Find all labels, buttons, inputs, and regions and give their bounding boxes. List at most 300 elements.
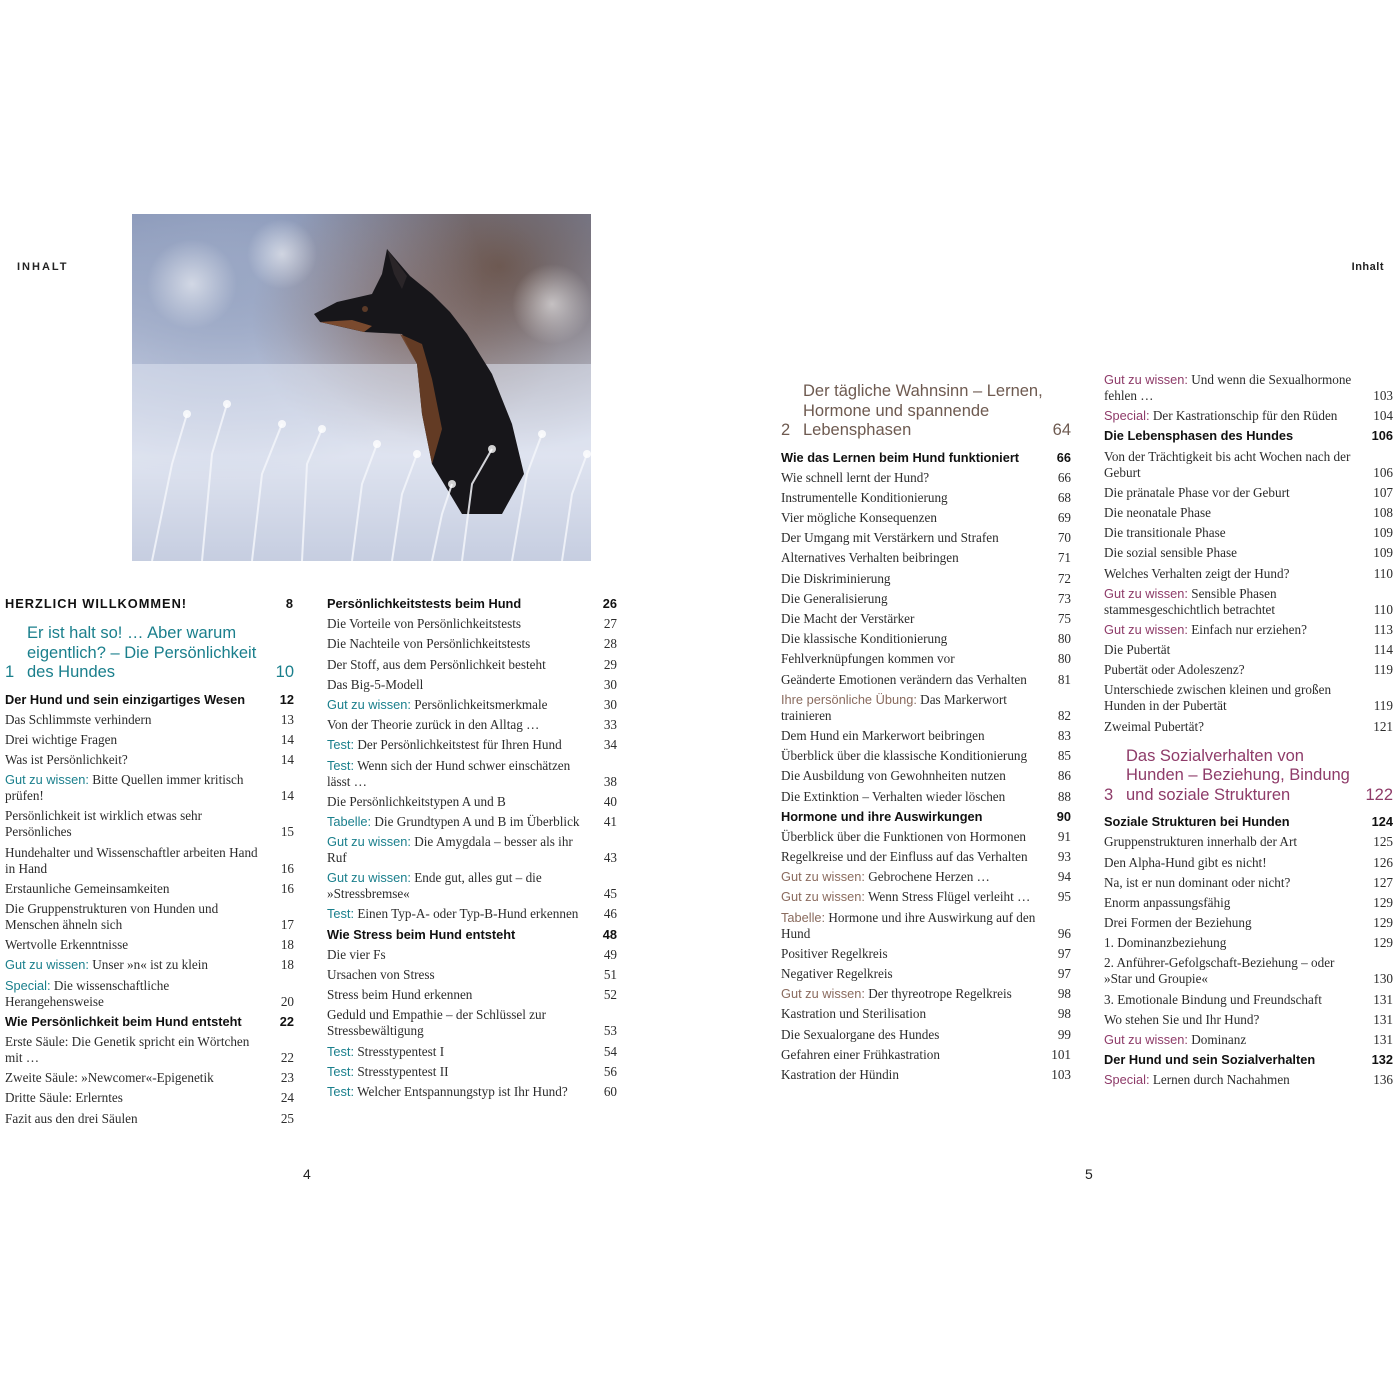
toc-entry-page: 30 [603, 696, 617, 712]
toc-entry-text: 1. Dominanzbeziehung [1104, 935, 1227, 951]
toc-entry-title [1104, 449, 1371, 481]
toc-entry-text: Persönlichkeit ist wirklich etwas sehr Persönliches [5, 808, 203, 840]
toc-entry [1104, 935, 1393, 951]
toc-entry-text: Negativer Regelkreis [781, 966, 893, 981]
toc-entry-title [1104, 505, 1371, 521]
toc-entry-page: 107 [1373, 484, 1393, 500]
toc-entry-label: Gut zu wissen: [5, 772, 89, 788]
toc-entry-page: 125 [1373, 834, 1393, 850]
toc-entry-text: 2. Anführer-Gefolgschaft-Beziehung – oder »Star und Groupie« [1104, 955, 1335, 987]
toc-entry-page: 56 [603, 1063, 617, 1079]
toc-entry-page: 104 [1373, 408, 1393, 424]
toc-entry-text: Soziale Strukturen bei Hunden [1104, 814, 1290, 830]
toc-entry [5, 937, 294, 953]
toc-entry-label: Gut zu wissen: [781, 889, 865, 905]
toc-entry-title [1104, 525, 1371, 541]
toc-entry-title [327, 1044, 595, 1060]
toc-entry-label: Ihre persönliche Übung: [781, 691, 917, 707]
toc-entry-title [327, 947, 595, 963]
toc-entry-title [781, 748, 1049, 764]
toc-entry-label: Tabelle: [781, 909, 826, 925]
toc-entry-text: Stresstypentest I [357, 1043, 445, 1059]
toc-entry-text: Von der Theorie zurück in den Alltag … [327, 717, 540, 733]
toc-entry [781, 1006, 1071, 1022]
toc-entry-text: Der thyreotrope Regelkreis [868, 986, 1012, 1002]
toc-entry-page: 82 [1057, 707, 1071, 723]
toc-entry-page: 53 [603, 1023, 617, 1039]
chapter-heading [5, 624, 294, 683]
toc-entry-text: Das Schlimmste verhindern [5, 711, 152, 727]
toc-entry-text: Dem Hund ein Markerwort beibringen [781, 727, 985, 743]
toc-entry-title [327, 677, 595, 693]
toc-entry-page: 80 [1057, 651, 1071, 667]
toc-entry-text: Die Ausbildung von Gewohnheiten nutzen [781, 768, 1006, 784]
toc-entry-page: 97 [1057, 966, 1071, 981]
toc-entry-page: 106 [1371, 428, 1393, 444]
toc-entry [1104, 505, 1393, 521]
toc-entry-title [781, 591, 1049, 607]
toc-entry-text: Fazit aus den drei Säulen [5, 1110, 138, 1126]
toc-entry-text: Das Big-5-Modell [327, 676, 424, 692]
toc-entry-text: Die vier Fs [327, 946, 386, 962]
toc-entry-text: Wo stehen Sie und Ihr Hund? [1104, 1011, 1260, 1027]
toc-entry [327, 794, 617, 810]
toc-entry-page: 136 [1373, 1072, 1393, 1088]
toc-entry-title [1104, 428, 1371, 444]
toc-entry [1104, 855, 1393, 871]
toc-entry-title [1104, 1012, 1371, 1028]
chapter-heading [781, 382, 1071, 441]
toc-entry-text: Die Macht der Verstärker [781, 611, 915, 626]
toc-entry-label: Gut zu wissen: [327, 870, 411, 886]
chapter-title: Das Sozialverhalten von Hunden – Beziehung, Bindung und soziale Strukturen [1126, 746, 1350, 804]
toc-entry-text: Dritte Säule: Erlerntes [5, 1090, 123, 1106]
toc-entry-title [781, 910, 1049, 942]
toc-entry [781, 1047, 1071, 1063]
toc-entry-title [327, 834, 595, 866]
toc-entry [1104, 586, 1393, 618]
toc-entry-page: 127 [1373, 874, 1393, 890]
toc-entry [781, 768, 1071, 784]
toc-entry-page: 72 [1057, 570, 1071, 586]
toc-entry-page: 95 [1057, 889, 1071, 905]
toc-entry [327, 1064, 617, 1080]
toc-entry-page: 114 [1373, 642, 1393, 658]
toc-entry-page: 71 [1057, 550, 1071, 566]
toc-entry [1104, 449, 1393, 481]
toc-entry-text: Der Stoff, aus dem Persönlichkeit besteht [327, 656, 546, 672]
toc-entry-page: 119 [1373, 662, 1393, 678]
toc-entry-title [327, 596, 595, 612]
toc-entry [327, 814, 617, 830]
toc-entry-title [1104, 642, 1371, 658]
toc-entry-text: Die Persönlichkeitstypen A und B [327, 793, 506, 809]
toc-entry-title [1104, 719, 1371, 735]
toc-entry [781, 966, 1071, 982]
toc-entry [327, 697, 617, 713]
toc-entry-text: Gruppenstrukturen innerhalb der Art [1104, 834, 1297, 850]
toc-entry-page: 83 [1057, 727, 1071, 743]
toc-entry [5, 1090, 294, 1106]
toc-entry-text: Kastration der Hündin [781, 1066, 899, 1082]
toc-entry-text: Die pränatale Phase vor der Geburt [1104, 484, 1290, 500]
toc-entry-label: Gut zu wissen: [781, 869, 865, 885]
toc-entry-text: Bitte Quellen immer kritisch prüfen! [5, 772, 244, 804]
toc-entry [781, 550, 1071, 566]
toc-entry-text: HERZLICH WILLKOMMEN! [5, 596, 188, 611]
toc-entry-page: 60 [603, 1083, 617, 1099]
toc-entry [1104, 955, 1393, 987]
toc-entry-text: Geduld und Empathie – der Schlüssel zur Stressbewältigung [327, 1007, 547, 1039]
toc-entry [781, 946, 1071, 962]
toc-entry [327, 947, 617, 963]
toc-entry-text: Positiver Regelkreis [781, 945, 888, 961]
toc-entry [1104, 895, 1393, 911]
toc-entry [1104, 642, 1393, 658]
toc-entry-text: Gefahren einer Frühkastration [781, 1046, 940, 1062]
toc-entry-text: Unterschiede zwischen kleinen und großen Hunden in der Pubertät [1104, 682, 1332, 714]
toc-entry-text: Die Vorteile von Persönlichkeitstests [327, 616, 522, 632]
toc-entry-title [327, 814, 595, 830]
toc-entry-title [781, 1067, 1049, 1083]
toc-entry [1104, 1032, 1393, 1048]
toc-entry-page: 14 [280, 788, 294, 804]
toc-entry-page: 52 [603, 987, 617, 1003]
toc-entry-text: Wenn Stress Flügel verleiht … [868, 889, 1031, 905]
toc-entry-page: 99 [1057, 1026, 1071, 1042]
toc-entry-title [781, 966, 1049, 982]
toc-entry-text: Die Sexualorgane des Hundes [781, 1026, 940, 1042]
toc-entry-text: Die wissenschaftliche Herangehensweise [5, 977, 170, 1009]
toc-entry-text: Die klassische Konditionierung [781, 631, 948, 647]
toc-entry-text: Einfach nur erziehen? [1191, 621, 1307, 637]
toc-entry-title [5, 596, 272, 612]
toc-entry-text: Hormone und ihre Auswirkungen [781, 808, 983, 824]
chapter-page: 10 [275, 663, 294, 681]
toc-entry-page: 86 [1057, 768, 1071, 784]
toc-entry-page: 96 [1057, 925, 1071, 941]
toc-entry [781, 672, 1071, 688]
toc-entry-page: 85 [1057, 748, 1071, 764]
toc-entry-title [327, 794, 595, 810]
toc-entry-title [1104, 895, 1371, 911]
toc-entry-page: 80 [1057, 631, 1071, 647]
toc-entry [1104, 372, 1393, 404]
toc-section-entry [781, 450, 1071, 466]
toc-entry [5, 808, 294, 840]
toc-entry-page: 113 [1373, 621, 1393, 637]
chapter-number: 3 [1104, 785, 1114, 804]
toc-entry [781, 530, 1071, 546]
toc-entry-title [5, 1014, 272, 1030]
toc-entry-page: 69 [1057, 510, 1071, 526]
toc-entry-title [781, 768, 1049, 784]
toc-entry-page: 81 [1057, 671, 1071, 687]
toc-entry-text: Wertvolle Erkenntnisse [5, 937, 129, 953]
toc-entry-title [781, 611, 1049, 627]
toc-entry-title [5, 937, 272, 953]
toc-entry-page: 16 [280, 880, 294, 896]
toc-entry-text: Dominanz [1191, 1032, 1247, 1047]
toc-entry-title [5, 752, 272, 768]
toc-entry-title [1104, 545, 1371, 561]
toc-entry-page: 29 [603, 656, 617, 672]
toc-entry-text: Das Markerwort trainieren [781, 691, 1007, 723]
toc-entry-title [781, 946, 1049, 962]
toc-entry-title [1104, 408, 1371, 424]
toc-entry-page: 34 [603, 737, 617, 753]
running-head-left: INHALT [17, 261, 69, 273]
toc-entry-page: 119 [1373, 698, 1393, 714]
toc-entry-title [1104, 814, 1371, 830]
toc-entry-text: Welches Verhalten zeigt der Hund? [1104, 565, 1290, 581]
toc-entry-page: 26 [602, 596, 617, 611]
toc-entry-text: Die Extinktion – Verhalten wieder löschen [781, 788, 1006, 804]
toc-entry [1104, 1072, 1393, 1088]
toc-entry [327, 906, 617, 922]
toc-entry-label: Gut zu wissen: [1104, 621, 1188, 637]
toc-entry-text: Fehlverknüpfungen kommen vor [781, 651, 955, 667]
toc-entry-page: 93 [1057, 849, 1071, 865]
toc-entry-title [1104, 372, 1371, 404]
toc-entry-page: 30 [603, 676, 617, 692]
toc-entry [327, 1007, 617, 1039]
toc-entry-title [1104, 992, 1371, 1008]
toc-entry-page: 129 [1373, 894, 1393, 910]
toc-entry-text: 3. Emotionale Bindung und Freundschaft [1104, 991, 1322, 1007]
toc-entry-text: Überblick über die Funktionen von Hormonen [781, 828, 1027, 844]
toc-entry-text: Den Alpha-Hund gibt es nicht! [1104, 854, 1267, 870]
toc-entry [781, 591, 1071, 607]
toc-entry [5, 957, 294, 973]
toc-entry-page: 14 [280, 731, 294, 747]
toc-entry-page: 121 [1373, 718, 1393, 734]
toc-entry [781, 631, 1071, 647]
toc-entry-title [327, 1064, 595, 1080]
toc-entry-page: 12 [279, 691, 294, 707]
toc-entry-page: 131 [1373, 1032, 1393, 1047]
toc-section-entry [5, 1014, 294, 1030]
toc-entry-title [327, 927, 595, 943]
toc-entry-label: Special: [1104, 408, 1150, 424]
toc-entry-title [781, 728, 1049, 744]
toc-section-entry [327, 927, 617, 943]
toc-entry-title [327, 616, 595, 632]
toc-column-2 [327, 596, 617, 1104]
toc-entry-page: 66 [1057, 469, 1071, 485]
toc-entry [781, 748, 1071, 764]
toc-entry-text: Lernen durch Nachahmen [1152, 1072, 1290, 1088]
toc-entry [327, 834, 617, 866]
toc-entry [781, 849, 1071, 865]
toc-entry-title [1104, 855, 1371, 871]
toc-section-entry [1104, 1052, 1393, 1068]
toc-entry-title [5, 808, 272, 840]
toc-entry [1104, 485, 1393, 501]
toc-entry-page: 98 [1057, 986, 1071, 1002]
toc-entry-title [327, 717, 595, 733]
toc-entry-page: 46 [603, 906, 617, 922]
toc-column-4 [1104, 372, 1393, 1093]
toc-entry-page: 91 [1057, 828, 1071, 844]
toc-entry-text: Ende gut, alles gut – die »Stressbremse« [327, 870, 542, 902]
toc-entry-title [781, 550, 1049, 566]
toc-entry-label: Gut zu wissen: [5, 957, 89, 973]
toc-entry-text: Von der Trächtigkeit bis acht Wochen nach der Geburt [1104, 448, 1351, 480]
toc-entry-text: Stresstypentest II [357, 1063, 449, 1079]
toc-entry-text: Die Gruppenstrukturen von Hunden und Menschen ähneln sich [5, 901, 219, 932]
toc-entry-page: 103 [1051, 1066, 1071, 1082]
toc-entry [5, 752, 294, 768]
page-number-right: 5 [1085, 1166, 1093, 1182]
toc-entry [781, 910, 1071, 942]
toc-entry-title [5, 881, 272, 897]
toc-entry-page: 109 [1373, 545, 1393, 561]
toc-entry-page: 33 [603, 717, 617, 733]
toc-entry-text: Die neonatale Phase [1104, 504, 1211, 520]
toc-entry [1104, 622, 1393, 638]
toc-entry-text: Sensible Phasen stammesgeschichtlich betrachtet [1104, 585, 1277, 617]
toc-entry-title [327, 758, 595, 790]
toc-entry-title [1104, 875, 1371, 891]
toc-entry [5, 901, 294, 933]
toc-entry-text: Hundehalter und Wissenschaftler arbeiten Hand in Hand [5, 844, 258, 876]
toc-entry-title [781, 530, 1049, 546]
toc-entry-page: 110 [1373, 565, 1393, 581]
toc-entry-label: Gut zu wissen: [1104, 585, 1188, 601]
toc-entry-text: Erstaunliche Gemeinsamkeiten [5, 880, 170, 896]
toc-entry-title [781, 809, 1049, 825]
toc-entry-title [781, 651, 1049, 667]
toc-entry-page: 14 [280, 752, 294, 768]
toc-entry-title [781, 510, 1049, 526]
toc-entry-page: 24 [280, 1090, 294, 1106]
toc-entry [5, 881, 294, 897]
toc-entry-title [327, 697, 595, 713]
toc-entry [1104, 915, 1393, 931]
toc-entry-page: 94 [1057, 869, 1071, 885]
toc-entry-text: Ursachen von Stress [327, 967, 435, 982]
toc-entry-title [327, 737, 595, 753]
toc-entry [5, 732, 294, 748]
toc-entry-text: Und wenn die Sexualhormone fehlen … [1104, 372, 1352, 403]
toc-section-entry [1104, 814, 1393, 830]
toc-entry-label: Test: [327, 906, 355, 922]
toc-entry [781, 789, 1071, 805]
toc-entry-page: 110 [1373, 601, 1393, 617]
toc-entry [781, 1027, 1071, 1043]
toc-entry-title [781, 869, 1049, 885]
toc-entry-title [1104, 1052, 1371, 1068]
toc-entry [781, 692, 1071, 724]
running-head-right: Inhalt [1351, 261, 1384, 273]
toc-entry-text: Hormone und ihre Auswirkung auf den Hund [781, 909, 1036, 941]
toc-entry-text: Der Hund und sein einzigartiges Wesen [5, 691, 246, 707]
toc-entry-label: Special: [1104, 1072, 1150, 1088]
toc-entry [781, 651, 1071, 667]
toc-entry-title [1104, 586, 1371, 618]
toc-entry [781, 470, 1071, 486]
toc-entry-title [1104, 485, 1371, 501]
toc-entry-text: Die Lebensphasen des Hundes [1104, 428, 1294, 444]
toc-entry-page: 66 [1056, 449, 1071, 465]
toc-entry-page: 103 [1373, 388, 1393, 403]
toc-entry-title [5, 957, 272, 973]
chapter-heading [1104, 747, 1393, 806]
toc-entry [5, 1070, 294, 1086]
chapter-number: 1 [5, 663, 15, 681]
toc-entry [1104, 1012, 1393, 1028]
toc-entry [781, 510, 1071, 526]
toc-entry-title [5, 772, 272, 804]
chapter-page: 64 [1052, 421, 1071, 439]
toc-entry-page: 106 [1373, 464, 1393, 480]
chapter-number: 2 [781, 421, 791, 439]
toc-entry [5, 978, 294, 1010]
toc-entry-title [327, 870, 595, 902]
toc-entry-text: Die transitionale Phase [1104, 525, 1226, 541]
chapter-title: Der tägliche Wahnsinn – Lernen, Hormone und spannende Lebensphasen [803, 382, 1043, 439]
toc-entry-text: Instrumentelle Konditionierung [781, 489, 948, 505]
toc-entry-page: 8 [285, 596, 294, 611]
toc-entry-text: Regelkreise und der Einfluss auf das Verhalten [781, 849, 1028, 865]
toc-entry-text: Stress beim Hund erkennen [327, 987, 473, 1003]
toc-entry [327, 987, 617, 1003]
toc-entry-title [5, 1034, 272, 1066]
toc-section-entry [327, 596, 617, 612]
toc-entry-title [781, 631, 1049, 647]
toc-entry-text: Wenn sich der Hund schwer einschätzen lässt … [327, 757, 571, 789]
toc-entry-text: Wie schnell lernt der Hund? [781, 469, 930, 485]
toc-entry-title [5, 1090, 272, 1106]
toc-entry-page: 98 [1057, 1006, 1071, 1022]
toc-entry-title [1104, 566, 1371, 582]
toc-entry-page: 25 [280, 1110, 294, 1126]
toc-entry-label: Test: [327, 1083, 355, 1099]
toc-entry-page: 88 [1057, 788, 1071, 804]
toc-entry-page: 97 [1057, 945, 1071, 961]
toc-entry-title [327, 1007, 595, 1039]
toc-entry-text: Welcher Entspannungstyp ist Ihr Hund? [357, 1083, 568, 1099]
toc-entry-page: 28 [603, 636, 617, 652]
toc-entry-text: Zweimal Pubertät? [1104, 718, 1204, 734]
toc-entry [1104, 662, 1393, 678]
toc-entry-text: Kastration und Sterilisation [781, 1006, 927, 1022]
toc-entry-page: 75 [1057, 611, 1071, 626]
toc-entry-page: 18 [280, 957, 294, 973]
toc-entry-title [1104, 915, 1371, 931]
toc-entry-text: Die Grundtypen A und B im Überblick [374, 813, 580, 829]
toc-entry [781, 490, 1071, 506]
toc-entry-title [781, 1006, 1049, 1022]
toc-entry-title [327, 906, 595, 922]
toc-entry-page: 73 [1057, 590, 1071, 606]
toc-column-1 [5, 596, 294, 1131]
toc-entry [5, 712, 294, 728]
toc-entry-text: Pubertät oder Adoleszenz? [1104, 662, 1245, 678]
toc-entry [5, 845, 294, 877]
toc-entry-text: Persönlichkeitstests beim Hund [327, 596, 522, 611]
toc-entry-label: Test: [327, 1043, 355, 1059]
toc-entry [781, 829, 1071, 845]
toc-entry [327, 870, 617, 902]
toc-entry-title [781, 490, 1049, 506]
toc-entry-title [5, 1111, 272, 1127]
toc-section-entry [781, 809, 1071, 825]
toc-entry [327, 717, 617, 733]
toc-column-3 [781, 370, 1071, 1087]
toc-entry [1104, 545, 1393, 561]
